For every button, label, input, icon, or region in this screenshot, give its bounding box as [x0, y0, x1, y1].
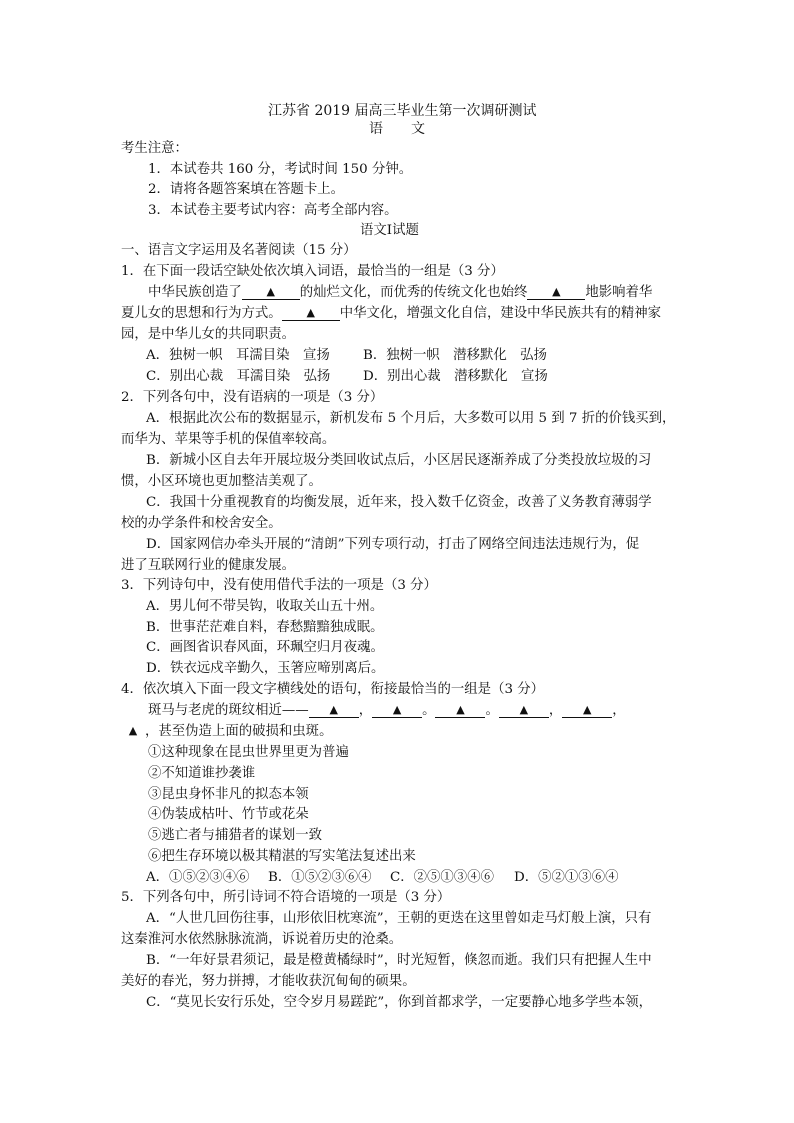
- answer-blank: ▲: [242, 284, 300, 300]
- question-3-option-a: A．男儿何不带吴钩，收取关山五十州。: [146, 599, 384, 614]
- passage-text: 的灿烂文化，而优秀的传统文化也始终: [299, 285, 528, 300]
- question-3-option-d: D．铁衣远戍辛勤久，玉箸应啼别离后。: [146, 661, 385, 676]
- notice-item-2: 2．请将各题答案填在答题卡上。: [148, 182, 344, 197]
- question-5-option-a-cont: 这秦淮河水依然脉脉流淌，诉说着历史的沧桑。: [121, 932, 403, 947]
- question-4-stem: 4．依次填入下面一段文字横线处的语句，衔接最恰当的一组是（3 分）: [121, 682, 545, 697]
- question-5-option-a: A．“人世几回伤往事，山形依旧枕寒流”，王朝的更迭在这里曾如走马灯般上演，只有: [146, 911, 652, 926]
- question-4-passage-line-2: [121, 722, 332, 742]
- question-3-option-c: C．画图省识春风面，环珮空归月夜魂。: [146, 640, 384, 655]
- answer-blank: ▲: [372, 702, 422, 718]
- answer-blank: ▲: [282, 305, 340, 321]
- question-4-options: [146, 868, 618, 888]
- question-4-passage-line-1: 斑马与老虎的斑纹相近—— ▲ ， ▲ 。 ▲ 。 ▲ ， ▲ ，: [148, 703, 626, 718]
- section-heading: 一、语言文字运用及名著阅读（15 分）: [121, 243, 357, 258]
- option-d: D．别出心裁 潜移默化 宣扬: [363, 369, 548, 384]
- question-4-item-1: ①这种现象在昆虫世界里更为普遍: [148, 745, 349, 760]
- question-4-item-2: ②不知道谁抄袭谁: [148, 766, 256, 781]
- question-1-stem: 1．在下面一段话空缺处依次填入词语，最恰当的一组是（3 分）: [121, 264, 504, 279]
- question-5-option-b: B．“一年好景君须记，最是橙黄橘绿时”，时光短暂，倏忽而逝。我们只有把握人生中: [146, 953, 652, 968]
- question-2-option-a-cont: 而华为、苹果等手机的保值率较高。: [121, 432, 336, 447]
- option-d: D．⑤②①③⑥④: [514, 870, 619, 885]
- passage-text: 中华民族创造了: [148, 285, 242, 300]
- answer-blank: ▲: [499, 702, 549, 718]
- question-4-item-3: ③昆虫身怀非凡的拟态本领: [148, 787, 309, 802]
- answer-blank: ▲: [128, 724, 138, 737]
- option-b: B．独树一帜 潜移默化 弘扬: [363, 348, 547, 363]
- question-5-option-b-cont: 美好的春光，努力拼搏，才能收获沉甸甸的硕果。: [121, 974, 416, 989]
- question-3-option-b: B．世事茫茫难自料，春愁黯黯独成眠。: [146, 620, 384, 635]
- question-5-option-c: C．“莫见长安行乐处，空令岁月易蹉跎”，你到首都求学，一定要静心地多学些本领，: [146, 995, 652, 1010]
- question-2-option-b-cont: 惯，小区环境也更加整洁美观了。: [121, 474, 322, 489]
- question-2-option-b: B．新城小区自去年开展垃圾分类回收试点后，小区居民逐渐养成了分类投放垃圾的习: [146, 453, 652, 468]
- paper-title: 语文Ⅰ试题: [360, 223, 419, 238]
- option-a: A．独树一帜 耳濡目染 宣扬: [146, 348, 330, 363]
- subject-title: 语 文: [369, 121, 425, 137]
- passage-text: ，甚至伪造上面的破损和虫斑。: [145, 724, 333, 739]
- question-4-item-6: ⑥把生存环境以极其精湛的写实笔法复述出来: [148, 849, 416, 864]
- answer-blank: ▲: [435, 702, 485, 718]
- question-2-option-c-cont: 校的办学条件和校舍安全。: [121, 516, 282, 531]
- passage-text: 斑马与老虎的斑纹相近——: [148, 703, 309, 718]
- question-4-item-4: ④伪装成枯叶、竹节或花朵: [148, 807, 309, 822]
- notice-item-1: 1．本试卷共 160 分，考试时间 150 分钟。: [148, 162, 413, 177]
- question-3-stem: 3．下列诗句中，没有使用借代手法的一项是（3 分）: [121, 578, 437, 593]
- question-1-passage-line-2: [121, 304, 661, 324]
- question-2-option-c: C．我国十分重视教育的均衡发展，近年来，投入数千亿资金，改善了义务教育薄弱学: [146, 495, 652, 510]
- question-1-passage-line-3: 园，是中华儿女的共同职责。: [121, 327, 296, 342]
- exam-title: 江苏省 2019 届高三毕业生第一次调研测试: [268, 103, 537, 119]
- answer-blank: ▲: [562, 702, 612, 718]
- option-c: C．②⑤①③④⑥: [390, 870, 494, 885]
- answer-blank: ▲: [309, 702, 359, 718]
- question-2-stem: 2．下列各句中，没有语病的一项是（3 分）: [121, 390, 384, 405]
- question-1-passage-line-1: [148, 283, 652, 303]
- passage-text: 地影响着华: [585, 285, 653, 300]
- question-4-item-5: ⑤逃亡者与捕猎者的谋划一致: [148, 828, 323, 843]
- question-5-stem: 5．下列各句中，所引诗词不符合语境的一项是（3 分）: [121, 890, 451, 905]
- question-2-option-d-cont: 进了互联网行业的健康发展。: [121, 558, 296, 573]
- passage-text: 中华文化，增强文化自信，建设中华民族共有的精神家: [339, 306, 662, 321]
- option-a: A．①⑤②③④⑥: [146, 870, 250, 885]
- option-b: B．①⑤②③⑥④: [268, 870, 372, 885]
- question-1-options-row-1: [146, 346, 547, 366]
- question-2-option-a: A．根据此次公布的数据显示，新机发布 5 个月后，大多数可以用 5 到 7 折的价钱买到，: [146, 411, 676, 426]
- notice-item-3: 3．本试卷主要考试内容：高考全部内容。: [148, 203, 398, 218]
- passage-text: 夏儿女的思想和行为方式。: [121, 306, 282, 321]
- notice-heading: 考生注意：: [121, 141, 188, 156]
- answer-blank: ▲: [527, 284, 585, 300]
- option-c: C．别出心裁 耳濡目染 弘扬: [146, 369, 331, 384]
- question-1-options-row-2: [146, 367, 548, 387]
- question-2-option-d: D．国家网信办牵头开展的“清朗”下列专项行动，打击了网络空间违法违规行为，促: [146, 537, 640, 552]
